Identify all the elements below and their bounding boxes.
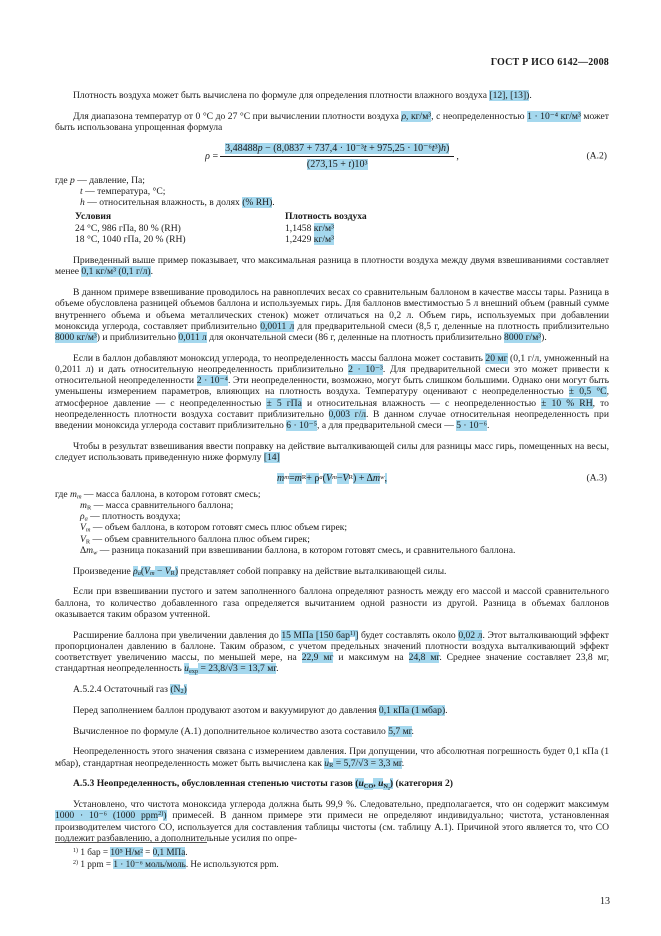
where-list-a3 — [55, 489, 609, 556]
table-cell-density: 1,1458 кг/м³ — [285, 222, 334, 234]
page-content — [55, 57, 609, 854]
formula-a2-denominator: (273,15 + t)10³ — [306, 158, 368, 170]
formula-a2-tail: , — [456, 150, 459, 162]
where-list-a2 — [55, 175, 609, 209]
paragraph-uncertainty-estimates: Если в баллон добавляют моноксид углерода, то неопределенность массы баллона может составить 20 мг (0,1 г/л, умноженный на 0,2011 л) и дать относительную неопределенность приблизительно 2 · 10⁻³. Для предварительной смеси это может привести к относительной неопределенности 2 · 10⁻⁴. Эти неопределенности, возможно, могут быть слишком большими. Однако они могут быть уменьшены измерением параметров, влияющих на плотность воздуха. Температуру оценивают с неопределенностью ± 0,5 °С, атмосферное давление — с неопределенностью ± 5 гПа и относительная влажность — с неопределенностью ± 10 % RH, то неопределенность плотности воздуха составит приблизительно 0,003 г/л. В данном случае относительная неопределенность при введении моноксида углерода составит приблизительно 6 · 10⁻⁵, а для предварительной смеси — 5 · 10⁻⁶. — [55, 352, 609, 432]
heading-a53-purity-uncertainty: А.5.3 Неопределенность, обусловленная степенью чистоты газов ($u_{CO}$, $u_{N_2}$) (категория 2) — [73, 778, 453, 790]
footnote-rule — [55, 842, 207, 843]
where-row-pressure: где p — давление, Па; — [55, 174, 145, 186]
paragraph-nitrogen-amount: Вычисленное по формуле (А.1) дополнительное количество азота составило 5,7 мг. — [73, 725, 414, 737]
where-row-mass-reference: $m_R$ — масса сравнительного баллона; — [80, 500, 234, 512]
formula-a2-numerator: 3,48488p − (8,0837 + 737,4 · 10⁻³t + 975,25 · 10⁻⁶t³)h) — [220, 143, 454, 157]
page-number: 13 — [600, 896, 610, 907]
paragraph-max-density-difference: Приведенный выше пример показывает, что максимальная разница в плотности воздуха между двумя взвешиваниями составляет менее 0,1 кг/м³ (0,1 г/л). — [55, 255, 609, 278]
table-header-density: Плотность воздуха — [285, 211, 367, 223]
footnote-bar-definition: $^{1)}$ 1 бар = 10⁵ Н/м² = 0,1 МПа. — [73, 847, 188, 857]
paragraph-purge-evacuate: Перед заполнением баллон продувают азотом и вакуумируют до давления 0,1 кПа (1 мбар). — [73, 704, 448, 716]
formula-a3-body: m m = m R + ρ a ( V m − V R ) + Δ m w , — [276, 472, 388, 484]
paragraph-humid-air-formula-intro: Плотность воздуха может быть вычислена по формуле для определения плотности влажного воздуха [12], [13]). — [73, 90, 532, 101]
formula-a2 — [55, 143, 609, 170]
formula-a2-fraction — [220, 143, 454, 170]
table-cell-density: 1,2429 кг/м³ — [285, 234, 334, 246]
where-row-air-density: $\rho_a$ — плотность воздуха; — [80, 511, 181, 523]
where-row-volume-reference: $V_R$ — объем сравнительного баллона плюс объем гирек; — [80, 533, 310, 545]
heading-a524-residual-gas: А.5.2.4 Остаточный газ $(N_2)$ — [73, 684, 187, 696]
paragraph-cylinder-expansion: Расширение баллона при увеличении давления до 15 МПа [150 бар$^{1)}$] будет составлять около 0,02 л. Этот выталкивающий эффект пропорционален давлению в баллоне. Таким образом, с учетом предельных значений плотности воздуха выталкивающий эффект соответствует увеличению массы, по меньшей мере, на 22,9 мг и максимум на 24,8 мг. Среднее значение составляет 23,8 мг, стандартная неопределенность $u_{exp} = 23,8/√3 = 13,7$ мг. — [55, 629, 609, 675]
paragraph-weighing-example: В данном примере взвешивание проводилось на равноплечих весах со сравнительным баллоном в качестве массы тары. Разница в объеме обусловлена разницей объемов баллона и используемых гирь. Для баллонов вместимостью 5 л внешний объем (равный сумме внутреннего объема и объема металлических стенок) может отличаться на 0,2 л. Объем гирь, используемых при добавлении моноксида углерода, составляет приблизительно 0,0011 л для предварительной смеси (8,5 г, деленные на плотность приблизительно 8000 кг/м³) и приблизительно 0,011 л для окончательной смеси (86 г, деленные на плотность приблизительно 8000 г/м³). — [55, 287, 610, 344]
where-row-mass-mixture: где $m_m$ — масса баллона, в котором готовят смесь; — [55, 488, 261, 501]
where-row-volume-mixture: $V_m$ — объем баллона, в котором готовят смесь плюс объем гирек; — [80, 522, 348, 534]
table-header-conditions: Условия — [75, 211, 112, 223]
table-header-row — [75, 211, 609, 222]
paragraph-co-purity: Установлено, что чистота моноксида углерода должна быть 99,9 %. Следовательно, предполагается, что он содержит максимум 1000 · 10⁻⁶ (1000 ppm$^{2)}$) примесей. В данном примере эти примеси не определяют индивидуально; чистота, установленная производителем чистого СО, используется для составления таблицы чистоты (см. таблицу А.1). Причиной этого является то, что СО подлежит разбавлению, а дополнительные усилия по опре- — [55, 799, 609, 844]
where-row-delta-mass: $\Delta m_w$ — разница показаний при взвешивании баллона, в котором готовят смесь, и сравнительного баллона. — [80, 544, 516, 557]
where-row-temperature: t — температура, °С; — [80, 186, 166, 197]
paragraph-temperature-range: Для диапазона температур от 0 °С до 27 °С при вычислении плотности воздуха ρ, кг/м³, с неопределенностью 1 · 10⁻⁴ кг/м³ может быть использована упрощенная формула — [55, 110, 609, 133]
paragraph-pressure-uncertainty: Неопределенность этого значения связана с измерением давления. При допущении, что абсолютная погрешность будет 0,1 кПа (1 мбар), стандартная неопределенность может быть вычислена как $u_R = 5,7/√3 = 3,3$ мг. — [55, 746, 609, 769]
where-row-humidity: h — относительная влажность, в долях (% RH). — [80, 197, 275, 209]
paragraph-empty-full-weighing: Если при взвешивании пустого и затем заполненного баллона определяют разность между его массой и массой сравнительного баллона, то количество добавленного газа определяется вычитанием одной разности из другой. Разница в объемах баллонов оказывается таким образом учтенной. — [55, 586, 609, 620]
table-cell-conditions: 24 °С, 986 гПа, 80 % (RH) — [75, 222, 181, 234]
footnote-ppm-definition: $^{2)}$ 1 ppm = 1 · 10⁻⁶ моль/моль. Не используются ppm. — [73, 858, 279, 869]
formula-a3-label: (А.3) — [586, 472, 607, 484]
table-cell-conditions: 18 °С, 1040 гПа, 20 % (RH) — [75, 234, 186, 246]
formula-a3 — [55, 473, 609, 484]
formula-a2-body — [205, 143, 459, 170]
formula-a2-lhs: ρ = — [205, 150, 219, 162]
air-density-table — [75, 211, 609, 245]
document-header: ГОСТ Р ИСО 6142—2008 — [490, 57, 609, 68]
footnotes — [55, 842, 609, 870]
paragraph-buoyancy-correction-intro: Чтобы в результат взвешивания ввести поправку на действие выталкивающей силы для разницы масс гирь, помещенных на весы, следует использовать приведенную ниже формулу [14] — [55, 440, 609, 464]
formula-a2-label: (А.2) — [586, 150, 607, 162]
paragraph-buoyancy-product: Произведение $\rho_a(V_m - V_R)$ представляет собой поправку на действие выталкивающей силы. — [73, 565, 447, 577]
table-row — [75, 234, 609, 245]
table-row — [75, 223, 609, 234]
